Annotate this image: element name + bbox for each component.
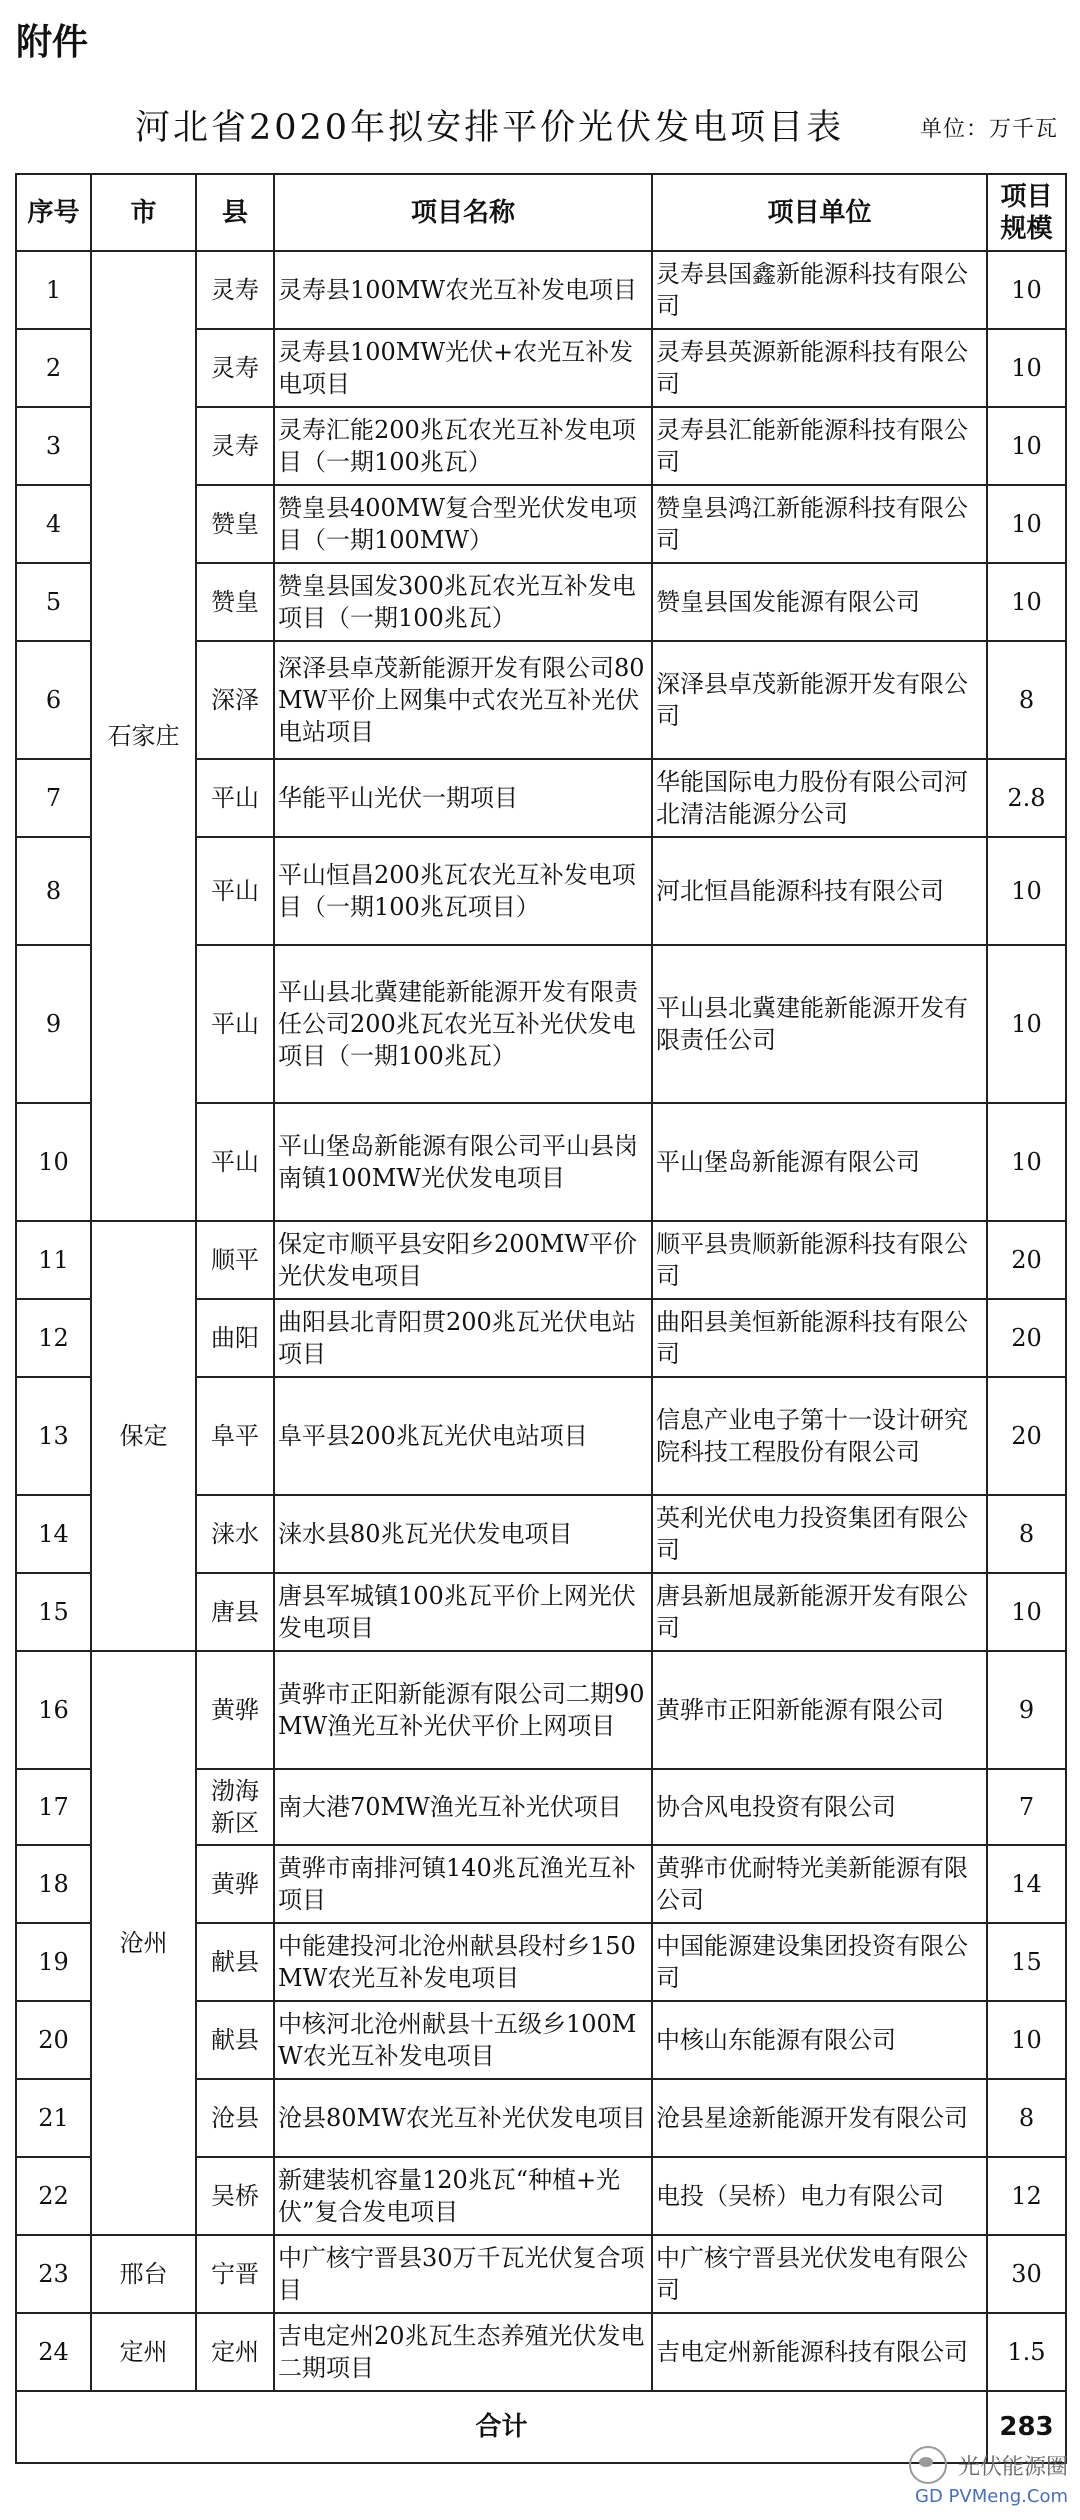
row-project-unit: 黄骅市正阳新能源有限公司 [652, 1651, 987, 1769]
row-county: 灵寿 [196, 329, 274, 407]
row-project-unit: 曲阳县美恒新能源科技有限公司 [652, 1299, 987, 1377]
row-no: 22 [16, 2157, 91, 2235]
row-county: 深泽 [196, 641, 274, 759]
row-project-name: 阜平县200兆瓦光伏电站项目 [274, 1377, 652, 1495]
city-cell: 保定 [91, 1221, 196, 1651]
row-scale: 30 [987, 2235, 1066, 2313]
row-scale: 1.5 [987, 2313, 1066, 2391]
row-county: 献县 [196, 1923, 274, 2001]
watermark-site: GD PVMeng.Com [915, 2486, 1068, 2507]
table-row [16, 1651, 1066, 1769]
row-project-unit: 唐县新旭晟新能源开发有限公司 [652, 1573, 987, 1651]
col-header-county: 县 [196, 174, 274, 251]
row-county: 献县 [196, 2001, 274, 2079]
row-scale: 10 [987, 485, 1066, 563]
row-county: 平山 [196, 837, 274, 945]
row-scale: 7 [987, 1769, 1066, 1845]
row-county: 赞皇 [196, 563, 274, 641]
table-row [16, 251, 1066, 329]
row-county: 平山 [196, 1103, 274, 1221]
row-project-unit: 信息产业电子第十一设计研究院科技工程股份有限公司 [652, 1377, 987, 1495]
row-county: 阜平 [196, 1377, 274, 1495]
row-no: 23 [16, 2235, 91, 2313]
row-project-name: 中广核宁晋县30万千瓦光伏复合项目 [274, 2235, 652, 2313]
col-header-scale: 项目规模 [987, 174, 1066, 251]
table-title: 河北省2020年拟安排平价光伏发电项目表 [135, 108, 845, 148]
header-row [16, 174, 1066, 251]
row-project-unit: 中核山东能源有限公司 [652, 2001, 987, 2079]
row-no: 24 [16, 2313, 91, 2391]
col-header-unit: 项目单位 [652, 174, 987, 251]
row-county: 宁晋 [196, 2235, 274, 2313]
watermark [818, 2446, 1068, 2516]
row-scale: 9 [987, 1651, 1066, 1769]
row-project-name: 保定市顺平县安阳乡200MW平价光伏发电项目 [274, 1221, 652, 1299]
attachment-heading: 附件 [16, 22, 89, 63]
row-project-name: 灵寿县100MW农光互补发电项目 [274, 251, 652, 329]
row-no: 15 [16, 1573, 91, 1651]
row-project-name: 中能建投河北沧州献县段村乡150MW农光互补发电项目 [274, 1923, 652, 2001]
row-project-name: 新建装机容量120兆瓦“种植+光伏”复合发电项目 [274, 2157, 652, 2235]
row-no: 3 [16, 407, 91, 485]
title-row [0, 100, 1080, 160]
row-project-unit: 协合风电投资有限公司 [652, 1769, 987, 1845]
row-project-name: 黄骅市正阳新能源有限公司二期90MW渔光互补光伏平价上网项目 [274, 1651, 652, 1769]
city-cell: 定州 [91, 2313, 196, 2391]
row-county: 平山 [196, 945, 274, 1103]
row-project-unit: 英利光伏电力投资集团有限公司 [652, 1495, 987, 1573]
row-scale: 10 [987, 251, 1066, 329]
row-no: 18 [16, 1845, 91, 1923]
row-project-unit: 沧县星途新能源开发有限公司 [652, 2079, 987, 2157]
row-project-name: 平山恒昌200兆瓦农光互补发电项目（一期100兆瓦项目） [274, 837, 652, 945]
row-county: 黄骅 [196, 1651, 274, 1769]
col-header-city: 市 [91, 174, 196, 251]
row-scale: 10 [987, 329, 1066, 407]
row-project-unit: 平山堡岛新能源有限公司 [652, 1103, 987, 1221]
row-project-name: 黄骅市南排河镇140兆瓦渔光互补项目 [274, 1845, 652, 1923]
row-no: 17 [16, 1769, 91, 1845]
row-project-name: 沧县80MW农光互补光伏发电项目 [274, 2079, 652, 2157]
row-project-unit: 深泽县卓茂新能源开发有限公司 [652, 641, 987, 759]
row-project-name: 平山县北冀建能新能源开发有限责任公司200兆瓦农光互补光伏发电项目（一期100兆瓦） [274, 945, 652, 1103]
row-project-name: 南大港70MW渔光互补光伏项目 [274, 1769, 652, 1845]
row-no: 11 [16, 1221, 91, 1299]
project-table [15, 173, 1067, 2464]
row-county: 黄骅 [196, 1845, 274, 1923]
row-county: 平山 [196, 759, 274, 837]
row-no: 13 [16, 1377, 91, 1495]
row-project-unit: 灵寿县英源新能源科技有限公司 [652, 329, 987, 407]
row-county: 沧县 [196, 2079, 274, 2157]
city-cell: 石家庄 [91, 251, 196, 1221]
watermark-name: 光伏能源圈 [957, 2454, 1068, 2480]
table-row [16, 2313, 1066, 2391]
row-project-name: 赞皇县400MW复合型光伏发电项目（一期100MW） [274, 485, 652, 563]
row-scale: 10 [987, 945, 1066, 1103]
row-county: 赞皇 [196, 485, 274, 563]
row-project-unit: 黄骅市优耐特光美新能源有限公司 [652, 1845, 987, 1923]
row-scale: 20 [987, 1377, 1066, 1495]
row-no: 9 [16, 945, 91, 1103]
row-project-name: 吉电定州20兆瓦生态养殖光伏发电二期项目 [274, 2313, 652, 2391]
row-scale: 8 [987, 1495, 1066, 1573]
table-row [16, 2235, 1066, 2313]
row-no: 19 [16, 1923, 91, 2001]
row-scale: 20 [987, 1221, 1066, 1299]
city-cell: 邢台 [91, 2235, 196, 2313]
col-header-no: 序号 [16, 174, 91, 251]
row-project-unit: 河北恒昌能源科技有限公司 [652, 837, 987, 945]
row-no: 12 [16, 1299, 91, 1377]
row-county: 灵寿 [196, 251, 274, 329]
row-no: 7 [16, 759, 91, 837]
row-county: 涞水 [196, 1495, 274, 1573]
row-project-name: 华能平山光伏一期项目 [274, 759, 652, 837]
city-cell: 沧州 [91, 1651, 196, 2235]
row-no: 5 [16, 563, 91, 641]
total-value: 283 [987, 2391, 1066, 2463]
row-no: 21 [16, 2079, 91, 2157]
row-scale: 8 [987, 2079, 1066, 2157]
row-project-name: 唐县军城镇100兆瓦平价上网光伏发电项目 [274, 1573, 652, 1651]
row-no: 10 [16, 1103, 91, 1221]
row-project-unit: 中国能源建设集团投资有限公司 [652, 1923, 987, 2001]
row-project-name: 平山堡岛新能源有限公司平山县岗南镇100MW光伏发电项目 [274, 1103, 652, 1221]
row-project-name: 曲阳县北青阳贯200兆瓦光伏电站项目 [274, 1299, 652, 1377]
row-project-unit: 顺平县贵顺新能源科技有限公司 [652, 1221, 987, 1299]
row-project-unit: 电投（吴桥）电力有限公司 [652, 2157, 987, 2235]
wechat-logo-icon [909, 2446, 947, 2484]
row-no: 2 [16, 329, 91, 407]
row-project-unit: 灵寿县汇能新能源科技有限公司 [652, 407, 987, 485]
row-project-unit: 华能国际电力股份有限公司河北清洁能源分公司 [652, 759, 987, 837]
unit-note: 单位：万千瓦 [919, 117, 1058, 142]
row-county: 顺平 [196, 1221, 274, 1299]
row-no: 14 [16, 1495, 91, 1573]
row-project-name: 深泽县卓茂新能源开发有限公司80MW平价上网集中式农光互补光伏电站项目 [274, 641, 652, 759]
row-scale: 14 [987, 1845, 1066, 1923]
row-project-name: 灵寿汇能200兆瓦农光互补发电项目（一期100兆瓦） [274, 407, 652, 485]
row-scale: 10 [987, 2001, 1066, 2079]
row-county: 灵寿 [196, 407, 274, 485]
total-label: 合计 [16, 2391, 987, 2463]
row-project-unit: 吉电定州新能源科技有限公司 [652, 2313, 987, 2391]
row-scale: 20 [987, 1299, 1066, 1377]
row-no: 16 [16, 1651, 91, 1769]
row-no: 8 [16, 837, 91, 945]
row-project-name: 涞水县80兆瓦光伏发电项目 [274, 1495, 652, 1573]
row-scale: 12 [987, 2157, 1066, 2235]
row-county: 渤海新区 [196, 1769, 274, 1845]
row-project-name: 中核河北沧州献县十五级乡100MW农光互补发电项目 [274, 2001, 652, 2079]
row-project-name: 灵寿县100MW光伏+农光互补发电项目 [274, 329, 652, 407]
row-scale: 10 [987, 407, 1066, 485]
row-project-unit: 灵寿县国鑫新能源科技有限公司 [652, 251, 987, 329]
row-scale: 10 [987, 563, 1066, 641]
row-project-name: 赞皇县国发300兆瓦农光互补发电项目（一期100兆瓦） [274, 563, 652, 641]
row-no: 1 [16, 251, 91, 329]
row-scale: 10 [987, 837, 1066, 945]
row-scale: 2.8 [987, 759, 1066, 837]
row-scale: 10 [987, 1103, 1066, 1221]
table-row [16, 1221, 1066, 1299]
row-project-unit: 赞皇县国发能源有限公司 [652, 563, 987, 641]
row-project-unit: 平山县北冀建能新能源开发有限责任公司 [652, 945, 987, 1103]
row-project-unit: 赞皇县鸿江新能源科技有限公司 [652, 485, 987, 563]
row-scale: 15 [987, 1923, 1066, 2001]
row-scale: 8 [987, 641, 1066, 759]
row-no: 20 [16, 2001, 91, 2079]
row-county: 曲阳 [196, 1299, 274, 1377]
row-county: 唐县 [196, 1573, 274, 1651]
row-scale: 10 [987, 1573, 1066, 1651]
row-county: 吴桥 [196, 2157, 274, 2235]
row-county: 定州 [196, 2313, 274, 2391]
col-header-name: 项目名称 [274, 174, 652, 251]
row-no: 6 [16, 641, 91, 759]
row-project-unit: 中广核宁晋县光伏发电有限公司 [652, 2235, 987, 2313]
row-no: 4 [16, 485, 91, 563]
